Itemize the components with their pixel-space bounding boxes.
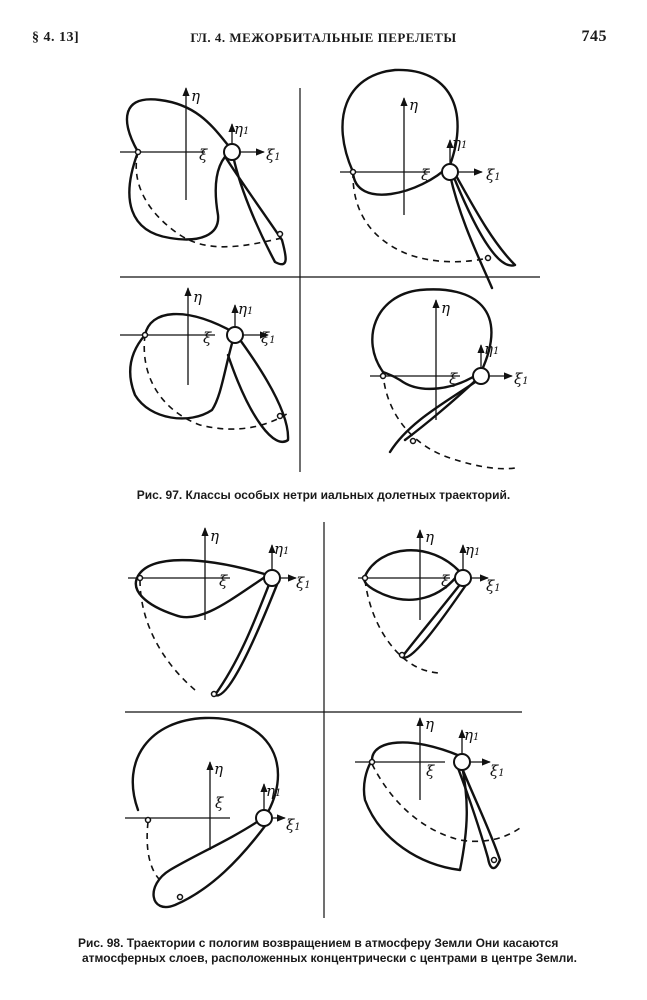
eta1-label: η1 (238, 300, 254, 318)
xi1-label: ξ1 (514, 370, 529, 388)
fig97-panel-3 (120, 288, 290, 442)
xi-label: ξ (449, 370, 458, 388)
eta1-label: η1 (465, 541, 481, 559)
fig97-panel-4 (370, 289, 529, 468)
eta-label: η (210, 527, 219, 545)
xi1-label: ξ1 (486, 577, 501, 595)
eta-label: η (191, 87, 200, 105)
xi-label: ξ (421, 166, 430, 184)
xi1-label: ξ1 (486, 166, 501, 184)
chapter-title: ГЛ. 4. МЕЖОРБИТАЛЬНЫЕ ПЕРЕЛЕТЫ (190, 30, 457, 45)
eta-label: η (425, 715, 434, 733)
xi1-label: ξ1 (490, 762, 505, 780)
eta-label: η (193, 288, 202, 306)
xi1-label: ξ1 (296, 574, 311, 592)
figure-97-caption: Рис. 97. Классы особых нетри иальных долетных траекторий. (136, 488, 511, 502)
xi-label: ξ (199, 146, 208, 164)
xi-label: ξ (219, 572, 228, 590)
eta-label: η (425, 528, 434, 546)
fig97-panel-2 (340, 70, 515, 288)
fig97-panel-1 (120, 87, 286, 264)
eta1-label: η1 (274, 540, 290, 558)
xi1-label: ξ1 (261, 329, 276, 347)
xi1-label: ξ1 (266, 146, 281, 164)
eta1-label: η1 (266, 782, 282, 800)
fig98-panel-2 (358, 528, 501, 673)
eta-label: η (214, 760, 223, 778)
eta-label: η (409, 96, 418, 114)
section-reference: § 4. 13] (32, 30, 80, 45)
page-number: 745 (581, 28, 607, 45)
xi-label: ξ (426, 762, 435, 780)
fig98-panel-3 (125, 718, 301, 907)
fig98-panel-1 (128, 527, 311, 697)
eta1-label: η1 (484, 340, 500, 358)
xi1-label: ξ1 (286, 816, 301, 834)
xi-label: ξ (441, 572, 450, 590)
eta1-label: η1 (452, 134, 468, 152)
eta-label: η (441, 299, 450, 317)
fig98-panel-4 (355, 715, 520, 870)
xi-label: ξ (203, 329, 212, 347)
figure-98-caption: Рис. 98. Траектории с пологим возвращением в атмосферу Земли Они касаются атмосферных слоев, расположенных концентрически с центрами в центре Земли. (78, 936, 577, 965)
eta1-label: η1 (234, 120, 250, 138)
eta1-label: η1 (464, 726, 480, 744)
xi-label: ξ (215, 794, 224, 812)
